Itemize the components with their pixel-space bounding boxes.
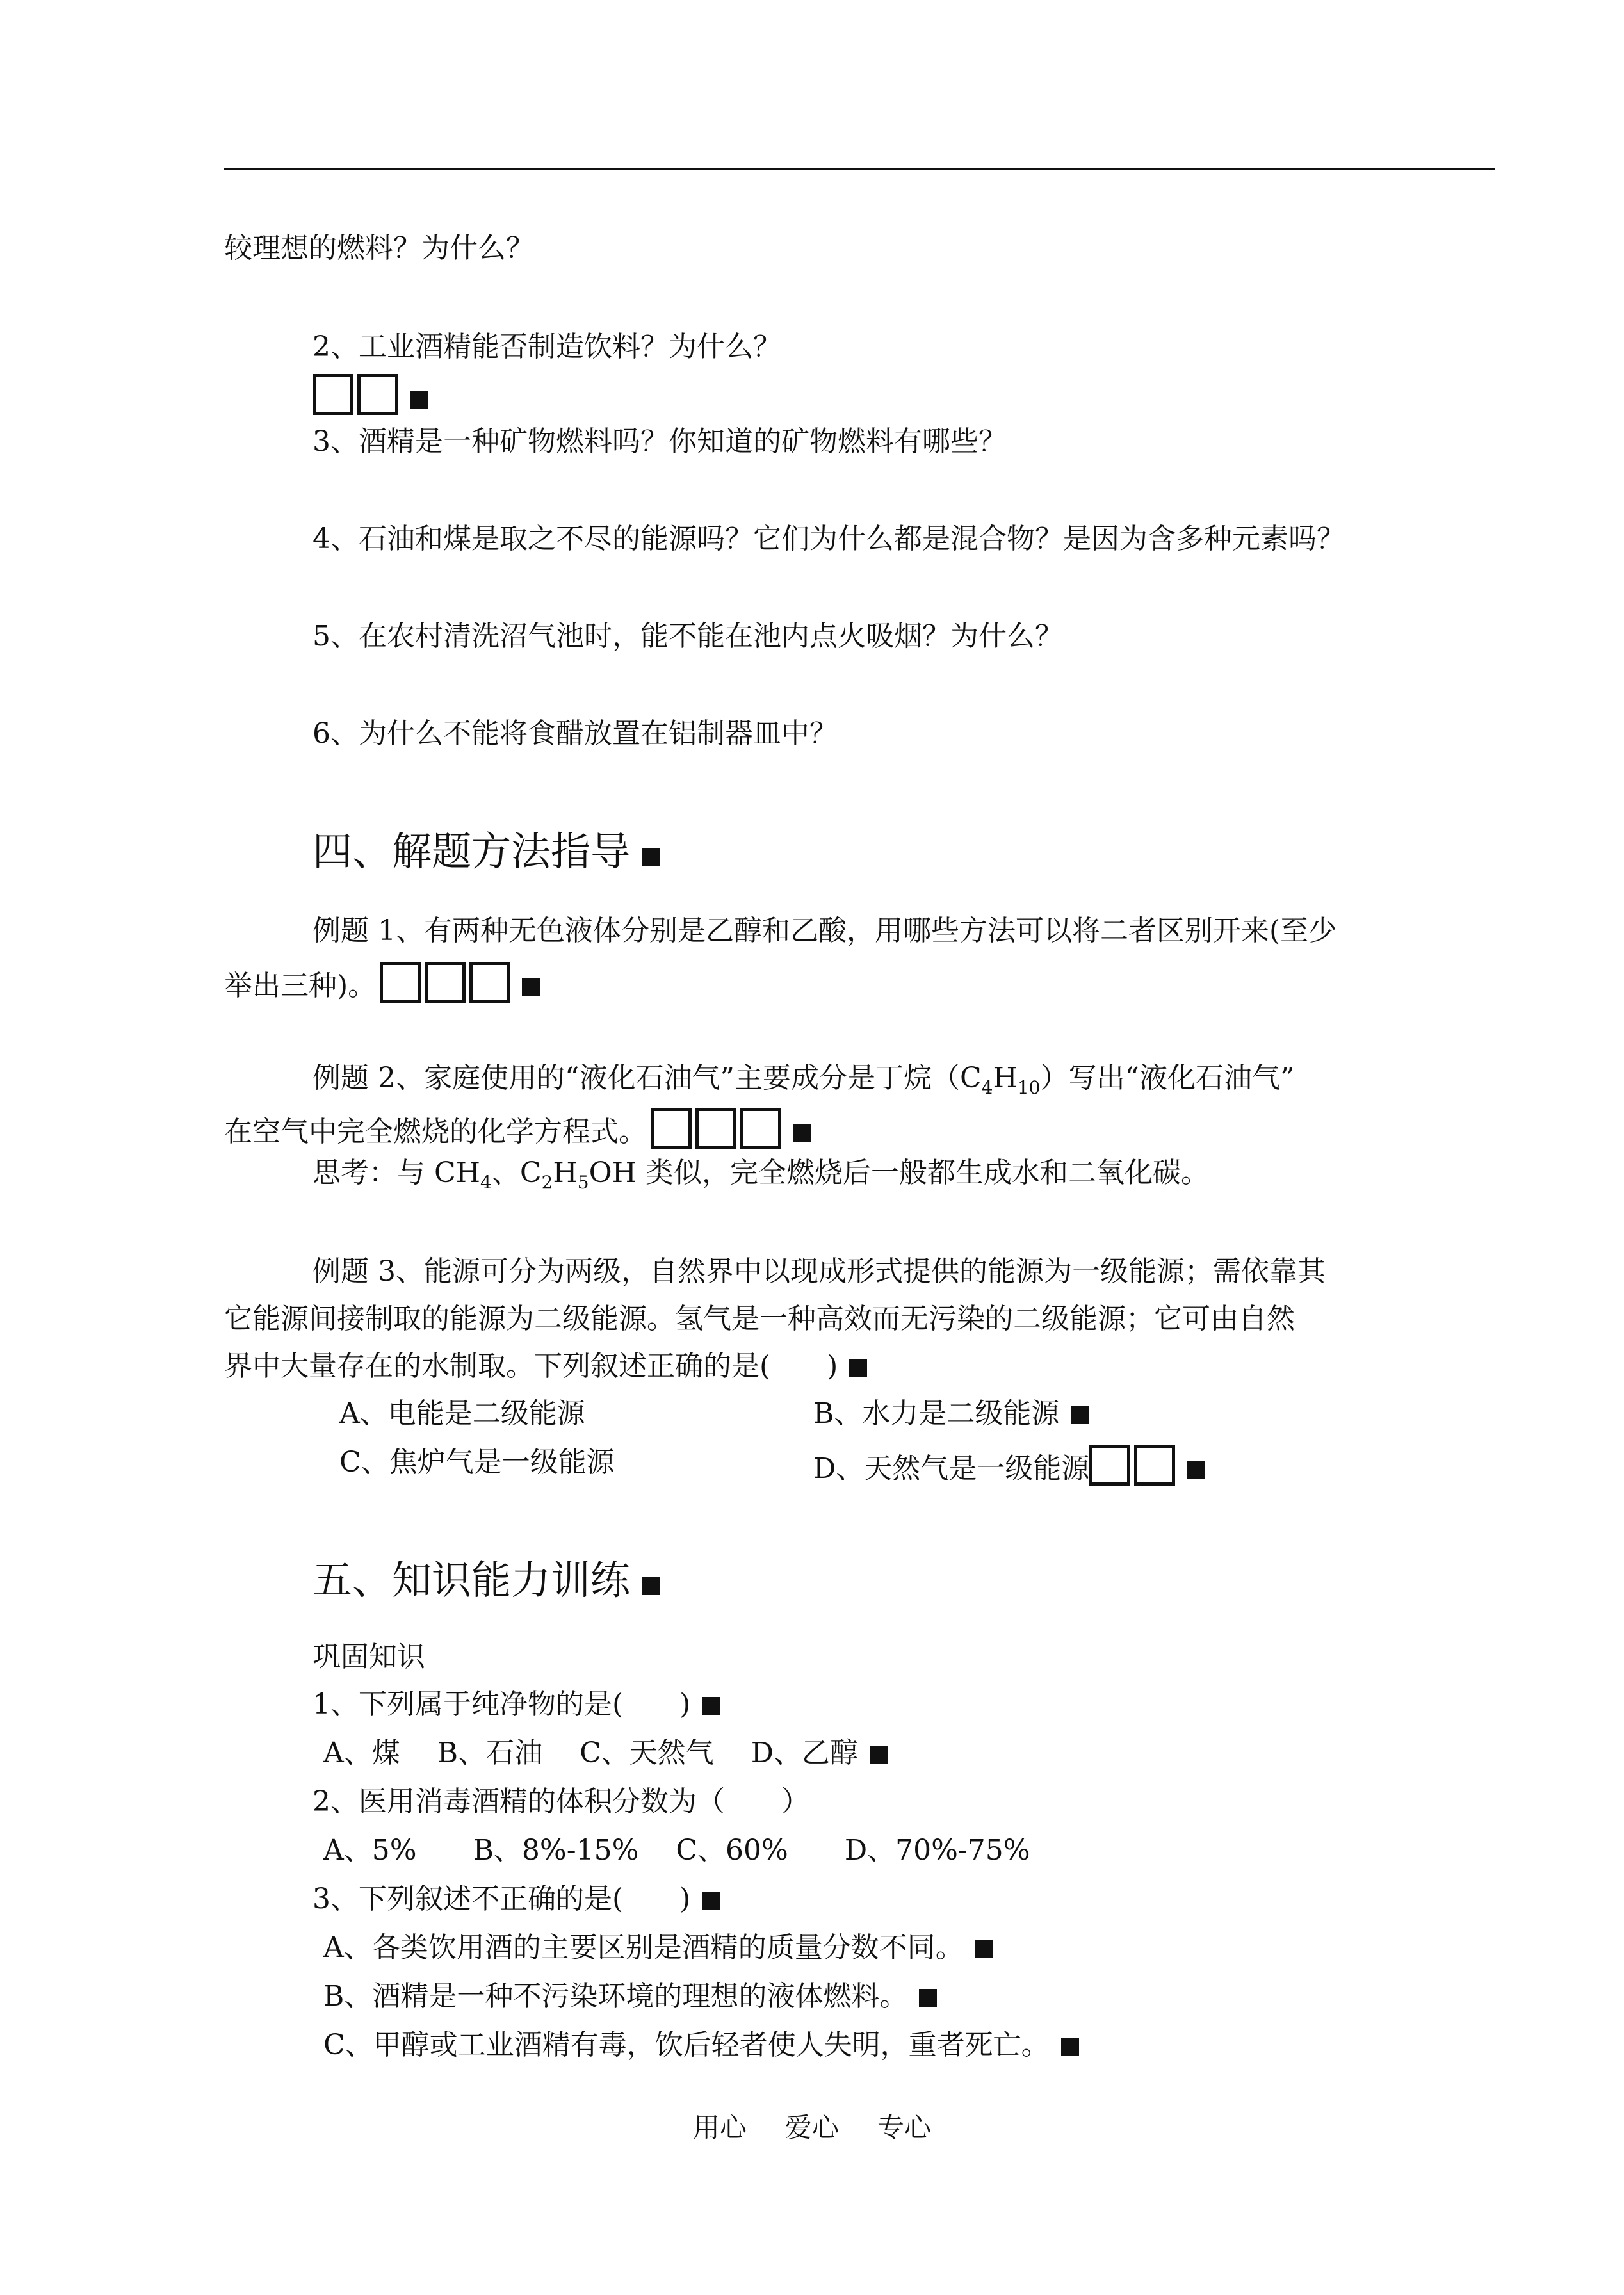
footer-word-1: 用心 bbox=[692, 2112, 747, 2143]
example-1-line-2 bbox=[224, 962, 540, 1004]
square-marker bbox=[1187, 1461, 1205, 1479]
option-d: D、天然气是一级能源 bbox=[813, 1445, 1205, 1487]
option-c: C、焦炉气是一级能源 bbox=[339, 1446, 615, 1479]
square-marker bbox=[975, 1940, 993, 1958]
think-line: 思考：与 $CH_4$、$C_2H_5OH$ 类似，完全燃烧后一般都生成水和二氧化碳。 bbox=[313, 1156, 1209, 1193]
example-3-line-2: 它能源间接制取的能源为二级能源。氢气是一种高效而无污染的二级能源；它可由自然 bbox=[224, 1302, 1295, 1335]
exercise-3-option-b: B、酒精是一种不污染环境的理想的液体燃料。 bbox=[323, 1979, 937, 2015]
answer-placeholder-2 bbox=[313, 374, 428, 416]
section-4-heading bbox=[313, 827, 660, 876]
example-2-line-1: 例题 2、家庭使用的“液化石油气”主要成分是丁烷$(C_4H_{10})$写出“液化石油气” bbox=[313, 1062, 1295, 1098]
square-marker bbox=[642, 1577, 660, 1595]
blank-boxes bbox=[651, 1108, 781, 1149]
section-5-subheading: 巩固知识 bbox=[313, 1641, 425, 1673]
question-6: 6、为什么不能将食醋放置在铝制器皿中？ bbox=[313, 717, 838, 750]
example-2-line-2: 在空气中完全燃烧的化学方程式。 bbox=[224, 1108, 811, 1150]
option-b: B、水力是二级能源 bbox=[813, 1396, 1089, 1432]
exercise-3: 3、下列叙述不正确的是( ) bbox=[313, 1881, 720, 1917]
example-3-line-3: 界中大量存在的水制取。下列叙述正确的是( ) bbox=[224, 1349, 867, 1384]
question-2: 2、工业酒精能否制造饮料？为什么？ bbox=[313, 330, 781, 363]
square-marker bbox=[919, 1989, 937, 2007]
example-1-tail: 举出三种)。 bbox=[224, 969, 377, 1002]
blank-boxes bbox=[380, 962, 510, 1003]
footer-word-2: 爱心 bbox=[784, 2112, 839, 2143]
square-marker bbox=[793, 1124, 811, 1142]
example-1-line-1: 例题 1、有两种无色液体分别是乙醇和乙酸，用哪些方法可以将二者区别开来(至少 bbox=[313, 914, 1337, 947]
section-5-title: 五、知识能力训练 bbox=[313, 1557, 631, 1603]
square-marker bbox=[702, 1697, 720, 1715]
square-marker bbox=[702, 1892, 720, 1910]
square-marker bbox=[410, 391, 428, 409]
square-marker bbox=[870, 1746, 888, 1764]
square-marker bbox=[522, 978, 540, 996]
square-marker bbox=[849, 1359, 867, 1377]
exercise-3-option-c: C、甲醇或工业酒精有毒，饮后轻者使人失明，重者死亡。 bbox=[323, 2027, 1079, 2063]
question-5: 5、在农村清洗沼气池时，能不能在池内点火吸烟？为什么？ bbox=[313, 620, 1063, 653]
square-marker bbox=[1071, 1406, 1089, 1424]
exercise-2: 2、医用消毒酒精的体积分数为（ ） bbox=[313, 1785, 809, 1818]
example-3-line-1: 例题 3、能源可分为两级，自然界中以现成形式提供的能源为一级能源；需依靠其 bbox=[313, 1255, 1326, 1288]
section-4-title: 四、解题方法指导 bbox=[313, 828, 631, 875]
exercise-1: 1、下列属于纯净物的是( ) bbox=[313, 1687, 720, 1723]
section-5-heading bbox=[313, 1556, 660, 1605]
square-marker bbox=[1061, 2038, 1079, 2056]
exercise-1-options: A、煤 B、石油 C、天然气 D、乙醇 bbox=[323, 1735, 888, 1771]
blank-boxes bbox=[1089, 1445, 1175, 1486]
header-rule bbox=[224, 168, 1495, 170]
question-continuation: 较理想的燃料？为什么？ bbox=[224, 232, 534, 264]
question-4: 4、石油和煤是取之不尽的能源吗？它们为什么都是混合物？是因为含多种元素吗？ bbox=[313, 523, 1345, 555]
exercise-3-option-a: A、各类饮用酒的主要区别是酒精的质量分数不同。 bbox=[323, 1930, 993, 1966]
blank-boxes bbox=[313, 374, 398, 415]
exercise-2-options: A、5% B、8%-15% C、60% D、70%-75% bbox=[323, 1834, 1030, 1867]
option-a: A、电能是二级能源 bbox=[339, 1397, 585, 1430]
footer-word-3: 专心 bbox=[877, 2112, 932, 2143]
square-marker bbox=[642, 848, 660, 866]
page-footer bbox=[0, 2107, 1624, 2145]
question-3: 3、酒精是一种矿物燃料吗？你知道的矿物燃料有哪些？ bbox=[313, 425, 1007, 458]
